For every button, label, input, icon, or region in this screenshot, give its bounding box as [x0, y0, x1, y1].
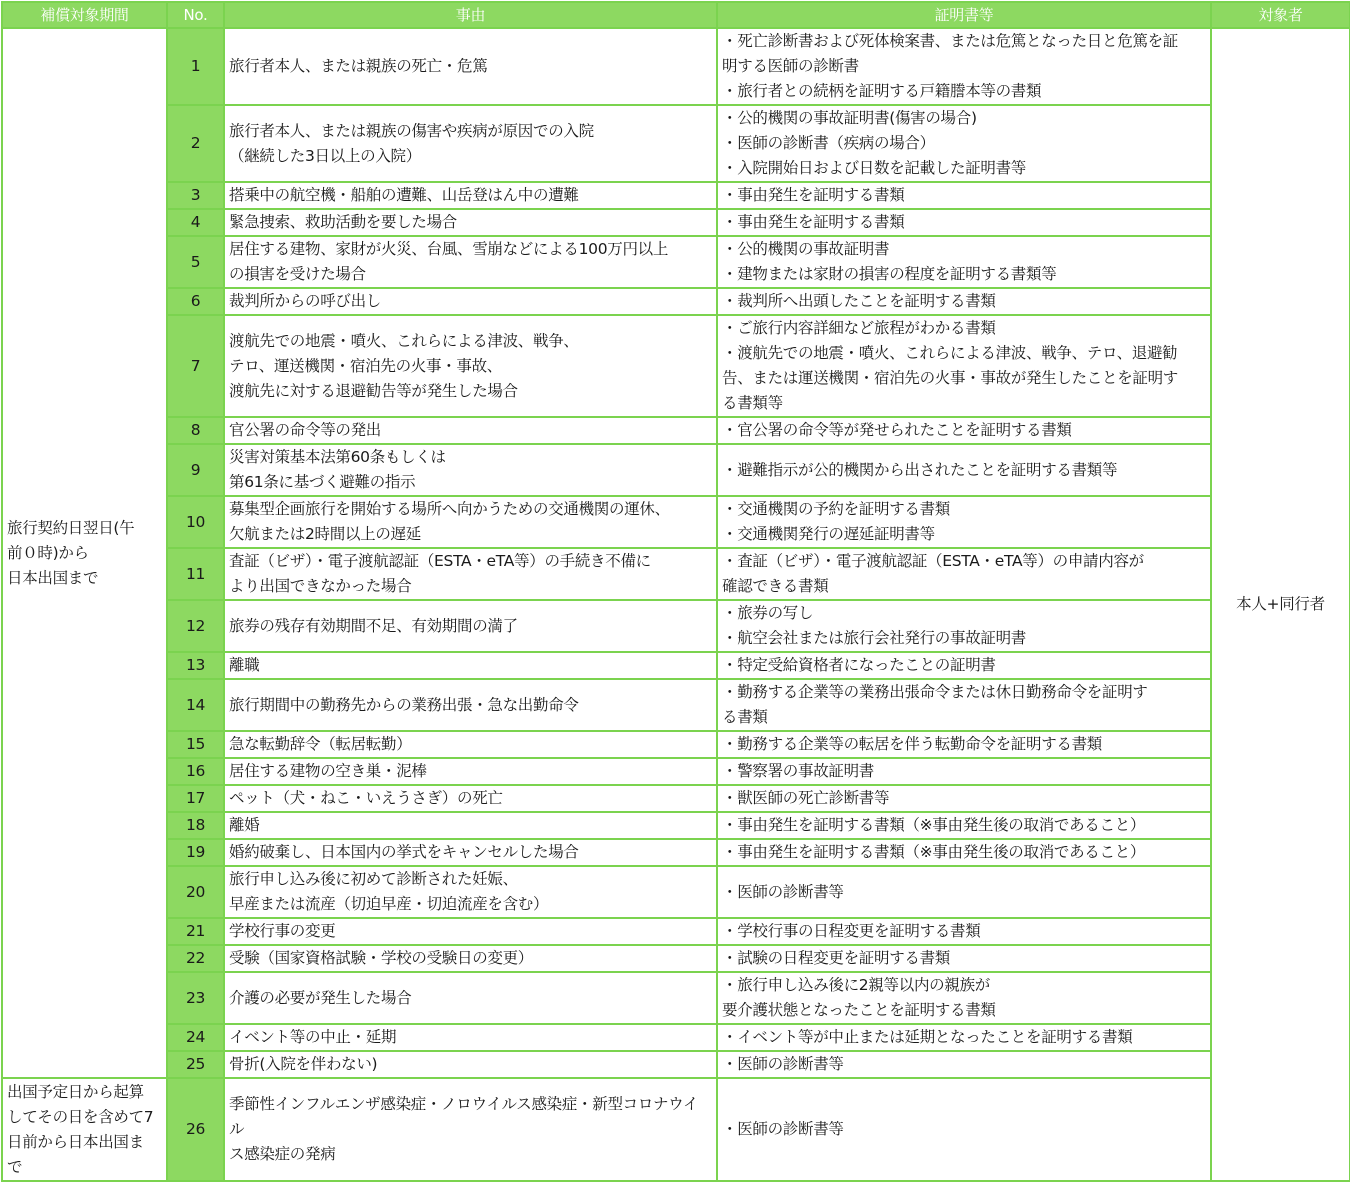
row-number: 5 — [167, 236, 224, 288]
row-number: 21 — [167, 918, 224, 945]
proof-cell: ・特定受給資格者になったことの証明書 — [717, 652, 1211, 679]
reason-cell: イベント等の中止・延期 — [224, 1024, 717, 1051]
proof-cell: ・裁判所へ出頭したことを証明する書類 — [717, 288, 1211, 315]
row-number: 11 — [167, 548, 224, 600]
proof-cell: ・公的機関の事故証明書 ・建物または家財の損害の程度を証明する書類等 — [717, 236, 1211, 288]
row-number: 22 — [167, 945, 224, 972]
table-row — [2, 600, 1350, 652]
row-number: 16 — [167, 758, 224, 785]
proof-cell: ・医師の診断書等 — [717, 866, 1211, 918]
reason-cell: 旅券の残存有効期間不足、有効期間の満了 — [224, 600, 717, 652]
reason-cell: 旅行申し込み後に初めて診断された妊娠、 早産または流産（切迫早産・切迫流産を含む） — [224, 866, 717, 918]
target-cell: 本人+同行者 — [1211, 28, 1350, 1181]
proof-cell: ・事由発生を証明する書類 — [717, 209, 1211, 236]
reason-cell: 官公署の命令等の発出 — [224, 417, 717, 444]
proof-cell: ・事由発生を証明する書類（※事由発生後の取消であること） — [717, 839, 1211, 866]
header-reason: 事由 — [224, 2, 717, 28]
row-number: 23 — [167, 972, 224, 1024]
period-cell: 出国予定日から起算 してその日を含めて7 日前から日本出国ま で — [2, 1078, 167, 1181]
reason-cell: 旅行者本人、または親族の死亡・危篤 — [224, 28, 717, 105]
table-row — [2, 444, 1350, 496]
header-proof: 証明書等 — [717, 2, 1211, 28]
table-row — [2, 866, 1350, 918]
reason-cell: ペット（犬・ねこ・いえうさぎ）の死亡 — [224, 785, 717, 812]
row-number: 2 — [167, 105, 224, 182]
reason-cell: 介護の必要が発生した場合 — [224, 972, 717, 1024]
proof-cell: ・避難指示が公的機関から出されたことを証明する書類等 — [717, 444, 1211, 496]
reason-cell: 受験（国家資格試験・学校の受験日の変更） — [224, 945, 717, 972]
row-number: 8 — [167, 417, 224, 444]
reason-cell: 緊急捜索、救助活動を要した場合 — [224, 209, 717, 236]
reason-cell: 学校行事の変更 — [224, 918, 717, 945]
reason-cell: 搭乗中の航空機・船舶の遭難、山岳登はん中の遭難 — [224, 182, 717, 209]
table-row — [2, 548, 1350, 600]
row-number: 9 — [167, 444, 224, 496]
proof-cell: ・事由発生を証明する書類（※事由発生後の取消であること） — [717, 812, 1211, 839]
table-row — [2, 1024, 1350, 1051]
table-row — [2, 758, 1350, 785]
row-number: 15 — [167, 731, 224, 758]
reason-cell: 婚約破棄し、日本国内の挙式をキャンセルした場合 — [224, 839, 717, 866]
table-row — [2, 315, 1350, 417]
table-row — [2, 812, 1350, 839]
reason-cell: 裁判所からの呼び出し — [224, 288, 717, 315]
reason-cell: 居住する建物、家財が火災、台風、雪崩などによる100万円以上 の損害を受けた場合 — [224, 236, 717, 288]
table-row — [2, 1078, 1350, 1181]
proof-cell: ・死亡診断書および死体検案書、または危篤となった日と危篤を証 明する医師の診断書 ・旅行者との続柄を証明する戸籍謄本等の書類 — [717, 28, 1211, 105]
table-row — [2, 417, 1350, 444]
row-number: 19 — [167, 839, 224, 866]
reason-cell: 季節性インフルエンザ感染症・ノロウイルス感染症・新型コロナウイル ス感染症の発病 — [224, 1078, 717, 1181]
proof-cell: ・イベント等が中止または延期となったことを証明する書類 — [717, 1024, 1211, 1051]
table-row — [2, 785, 1350, 812]
proof-cell: ・査証（ビザ）・電子渡航認証（ESTA・eTA等）の申請内容が 確認できる書類 — [717, 548, 1211, 600]
reason-cell: 居住する建物の空き巣・泥棒 — [224, 758, 717, 785]
reason-cell: 離職 — [224, 652, 717, 679]
proof-cell: ・旅券の写し ・航空会社または旅行会社発行の事故証明書 — [717, 600, 1211, 652]
row-number: 10 — [167, 496, 224, 548]
table-row — [2, 209, 1350, 236]
table-row — [2, 652, 1350, 679]
row-number: 1 — [167, 28, 224, 105]
proof-cell: ・旅行申し込み後に2親等以内の親族が 要介護状態となったことを証明する書類 — [717, 972, 1211, 1024]
table-row — [2, 28, 1350, 105]
table-row — [2, 182, 1350, 209]
reason-cell: 旅行期間中の勤務先からの業務出張・急な出勤命令 — [224, 679, 717, 731]
proof-cell: ・医師の診断書等 — [717, 1078, 1211, 1181]
proof-cell: ・警察署の事故証明書 — [717, 758, 1211, 785]
reason-cell: 急な転勤辞令（転居転勤） — [224, 731, 717, 758]
reason-cell: 離婚 — [224, 812, 717, 839]
row-number: 14 — [167, 679, 224, 731]
proof-cell: ・官公署の命令等が発せられたことを証明する書類 — [717, 417, 1211, 444]
row-number: 3 — [167, 182, 224, 209]
proof-cell: ・ご旅行内容詳細など旅程がわかる書類 ・渡航先での地震・噴火、これらによる津波、戦争、テロ、退避勧 告、または運送機関・宿泊先の火事・事故が発生したことを証明す る書類等 — [717, 315, 1211, 417]
table-row — [2, 945, 1350, 972]
header-period: 補償対象期間 — [2, 2, 167, 28]
row-number: 18 — [167, 812, 224, 839]
table-row — [2, 679, 1350, 731]
proof-cell: ・交通機関の予約を証明する書類 ・交通機関発行の遅延証明書等 — [717, 496, 1211, 548]
period-cell: 旅行契約日翌日(午 前０時)から 日本出国まで — [2, 28, 167, 1078]
row-number: 25 — [167, 1051, 224, 1078]
row-number: 6 — [167, 288, 224, 315]
row-number: 4 — [167, 209, 224, 236]
table-row — [2, 236, 1350, 288]
header-target: 対象者 — [1211, 2, 1350, 28]
proof-cell: ・事由発生を証明する書類 — [717, 182, 1211, 209]
proof-cell: ・獣医師の死亡診断書等 — [717, 785, 1211, 812]
reason-cell: 募集型企画旅行を開始する場所へ向かうための交通機関の運休、 欠航または2時間以上の遅延 — [224, 496, 717, 548]
reason-cell: 災害対策基本法第60条もしくは 第61条に基づく避難の指示 — [224, 444, 717, 496]
table-row — [2, 1051, 1350, 1078]
table-row — [2, 105, 1350, 182]
row-number: 26 — [167, 1078, 224, 1181]
row-number: 17 — [167, 785, 224, 812]
reason-cell: 査証（ビザ）・電子渡航認証（ESTA・eTA等）の手続き不備に より出国できなかった場合 — [224, 548, 717, 600]
table-row — [2, 288, 1350, 315]
proof-cell: ・勤務する企業等の転居を伴う転勤命令を証明する書類 — [717, 731, 1211, 758]
table-body — [2, 28, 1350, 1181]
proof-cell: ・学校行事の日程変更を証明する書類 — [717, 918, 1211, 945]
proof-cell: ・勤務する企業等の業務出張命令または休日勤務命令を証明す る書類 — [717, 679, 1211, 731]
table-row — [2, 972, 1350, 1024]
header-row — [2, 2, 1350, 28]
row-number: 24 — [167, 1024, 224, 1051]
proof-cell: ・公的機関の事故証明書(傷害の場合) ・医師の診断書（疾病の場合） ・入院開始日および日数を記載した証明書等 — [717, 105, 1211, 182]
table-row — [2, 918, 1350, 945]
proof-cell: ・試験の日程変更を証明する書類 — [717, 945, 1211, 972]
compensation-table — [1, 1, 1350, 1182]
header-no: No. — [167, 2, 224, 28]
reason-cell: 旅行者本人、または親族の傷害や疾病が原因での入院 （継続した3日以上の入院） — [224, 105, 717, 182]
row-number: 12 — [167, 600, 224, 652]
row-number: 7 — [167, 315, 224, 417]
table-row — [2, 496, 1350, 548]
row-number: 20 — [167, 866, 224, 918]
proof-cell: ・医師の診断書等 — [717, 1051, 1211, 1078]
reason-cell: 渡航先での地震・噴火、これらによる津波、戦争、 テロ、運送機関・宿泊先の火事・事故、 渡航先に対する退避勧告等が発生した場合 — [224, 315, 717, 417]
table-row — [2, 731, 1350, 758]
table-row — [2, 839, 1350, 866]
reason-cell: 骨折(入院を伴わない) — [224, 1051, 717, 1078]
row-number: 13 — [167, 652, 224, 679]
